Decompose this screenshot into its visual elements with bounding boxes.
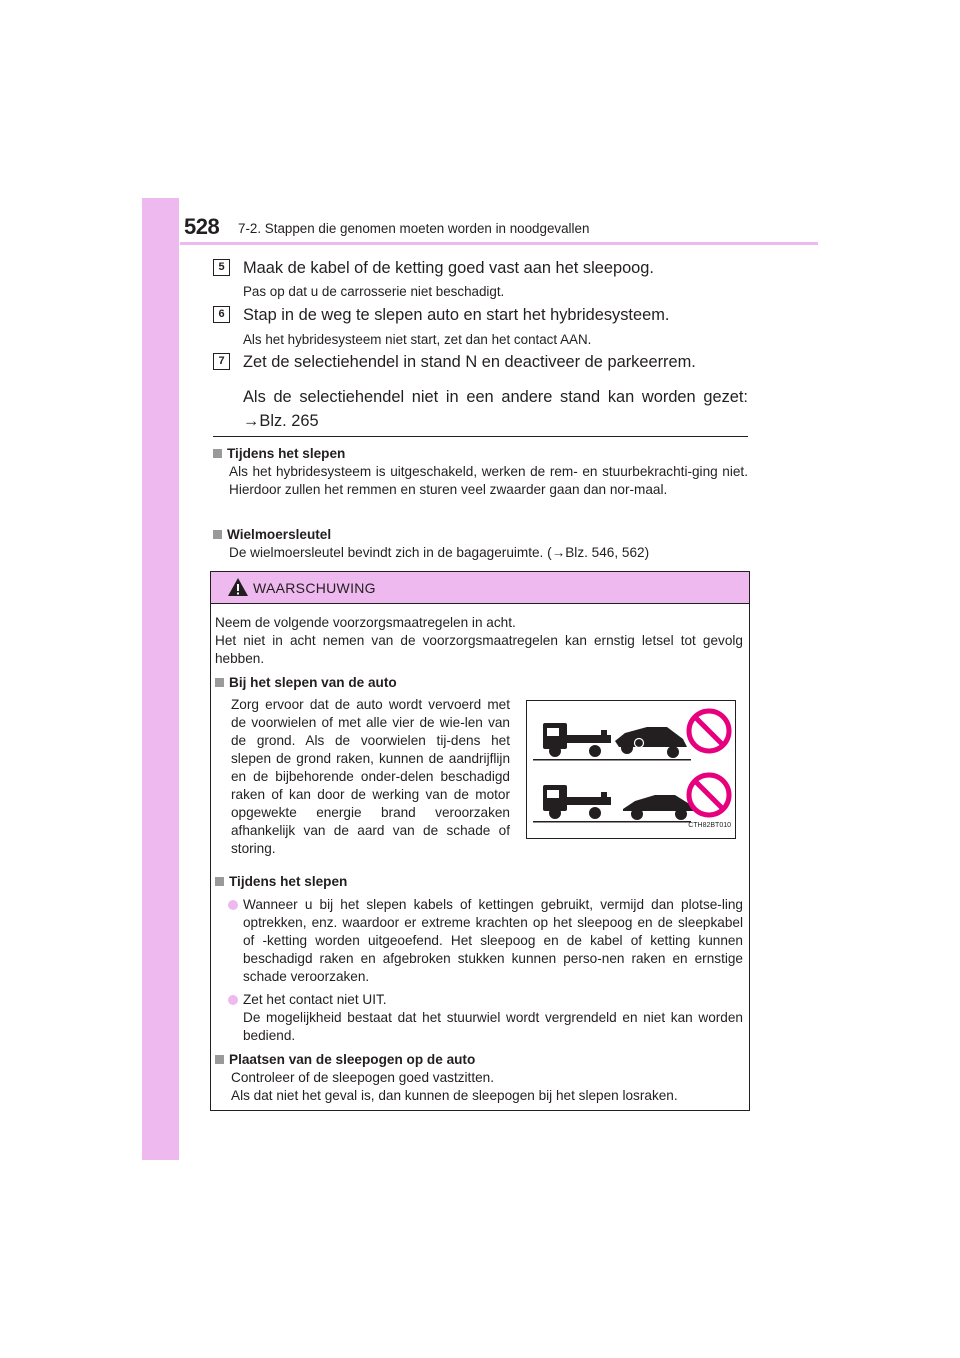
note-towing xyxy=(213,445,748,499)
round-bullet-icon xyxy=(228,900,238,910)
step-note: Als het hybridesysteem niet start, zet dan het contact AAN. xyxy=(243,332,592,347)
note-body: De wielmoersleutel bevindt zich in de bagageruimte. (→Blz. 546, 562) xyxy=(229,545,650,560)
square-bullet-icon xyxy=(215,877,224,886)
section-title: Tijdens het slepen xyxy=(229,874,348,889)
square-bullet-icon xyxy=(213,530,222,539)
note-body: Als het hybridesysteem is uitgeschakeld, werken de rem- en stuurbekrachti-ging niet. Hierdoor zullen het remmen en sturen veel zwaarder gaan dan nor-maal. xyxy=(229,464,748,497)
square-bullet-icon xyxy=(215,678,224,687)
section-body: Controleer of de sleepogen goed vastzitten. xyxy=(231,1070,494,1085)
header-rule xyxy=(180,242,818,245)
bullet-text: Zet het contact niet UIT. xyxy=(243,992,387,1007)
step-number: 5 xyxy=(213,259,230,276)
section-divider xyxy=(213,436,748,437)
warning-intro: Het niet in acht nemen van de voorzorgsmaatregelen kan ernstig letsel tot gevolg hebben. xyxy=(215,633,743,666)
step-instruction: Maak de kabel of de ketting goed vast aan het sleepoog. xyxy=(243,259,654,277)
chapter-sidebar xyxy=(142,198,179,1160)
square-bullet-icon xyxy=(213,449,222,458)
square-bullet-icon xyxy=(215,1055,224,1064)
bullet-text: Wanneer u bij het slepen kabels of kettingen gebruikt, vermijd dan plotse-ling optrekken, enz. waardoor er extreme krachten op het sleepoog en de sleepkabel of -ketting worden uitgeoefend. Het sleepoog en de kabel of ketting kunnen beschadigd raken en afgebroken stukken kunnen perso-nen raken en ernstige schade veroorzaken. xyxy=(243,897,743,984)
bullet-item xyxy=(215,991,743,1045)
step-note: Pas op dat u de carrosserie niet beschadigt. xyxy=(243,284,505,299)
bullet-text: De mogelijkheid bestaat dat het stuurwiel wordt vergrendeld en niet kan worden bediend. xyxy=(243,1010,743,1043)
page-number: 528 xyxy=(184,214,220,239)
warning-title: WAARSCHUWING xyxy=(253,580,376,596)
section-title: Plaatsen van de sleepogen op de auto xyxy=(229,1052,476,1067)
round-bullet-icon xyxy=(228,995,238,1005)
warning-intro: Neem de volgende voorzorgsmaatregelen in acht. xyxy=(215,615,516,630)
figure-code: CTH82BT010 xyxy=(688,822,731,829)
step-paragraph: Als de selectiehendel niet in een andere stand kan worden gezet: →Blz. 265 xyxy=(243,388,748,430)
warning-box xyxy=(210,571,750,1111)
step-instruction: Zet de selectiehendel in stand N en deactiveer de parkeerrem. xyxy=(243,353,696,371)
section-body: Zorg ervoor dat de auto wordt vervoerd met de voorwielen of met alle vier de wie-len van de grond. Als de voorwielen tij-dens het slepen de grond raken, kunnen de aandrijflijn en de bijbehorende onder-delen beschadigd raken of kan door de werking van de motor opgewekte energie brand veroorzaken afhankelijk van de aard van de schade of storing. xyxy=(231,697,510,856)
section-body: Als dat niet het geval is, dan kunnen de sleepogen bij het slepen losraken. xyxy=(231,1088,678,1103)
section-title: Bij het slepen van de auto xyxy=(229,675,397,690)
towing-illustration xyxy=(526,700,736,839)
warning-content xyxy=(215,614,743,1105)
step-number: 6 xyxy=(213,306,230,323)
warning-triangle-icon xyxy=(227,577,249,597)
section-towing-vehicle xyxy=(215,696,743,867)
bullet-item xyxy=(215,896,743,986)
note-title: Wielmoersleutel xyxy=(227,527,332,542)
warning-header xyxy=(211,572,749,604)
step-instruction: Stap in de weg te slepen auto en start het hybridesysteem. xyxy=(243,306,670,324)
chapter-title: 7-2. Stappen die genomen moeten worden in noodgevallen xyxy=(238,221,590,236)
note-title: Tijdens het slepen xyxy=(227,446,346,461)
note-wrench xyxy=(213,526,748,562)
step-number: 7 xyxy=(213,353,230,370)
